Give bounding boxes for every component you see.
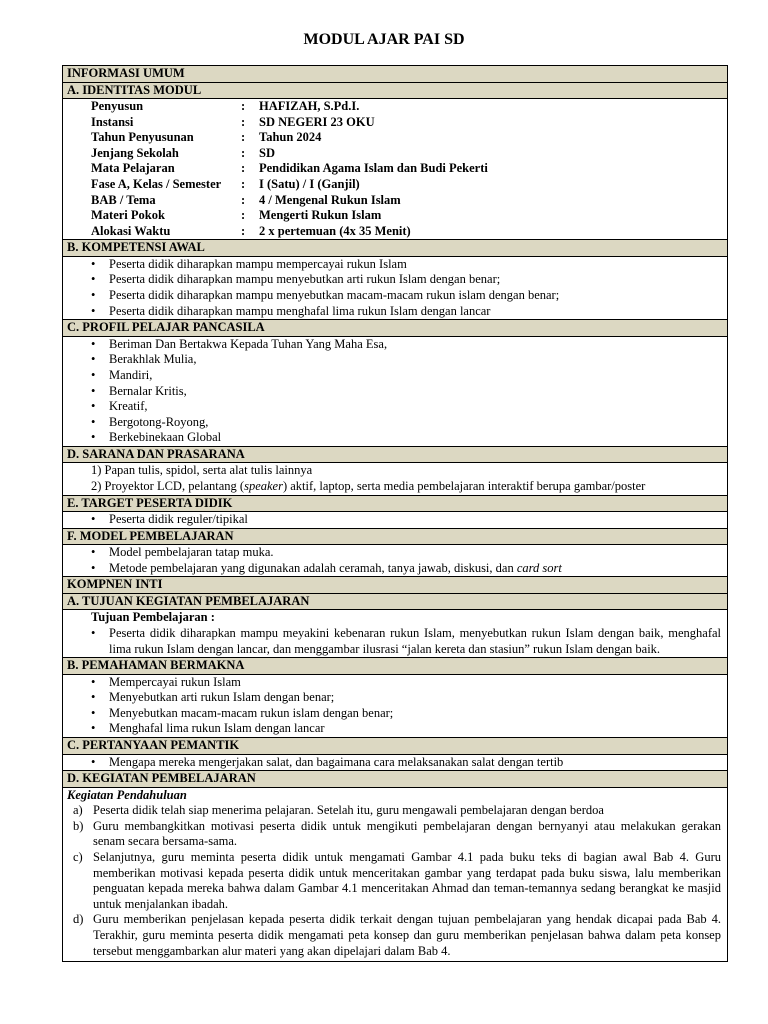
item-text: Guru memberikan penjelasan kepada peserta didik terkait dengan tujuan pembelajaran yang hendak dicapai pada Bab 4. Terakhir, guru meminta peserta didik mengamati peta konsep dan guru memberikan penjelasan bahwa dalam peta konsep tersebut menggambarkan alur materi yang akan dipelajari dalam Bab 4. [93, 912, 721, 958]
kegiatan-body [63, 787, 727, 962]
section-komponen-inti: KOMPNEN INTI [63, 576, 727, 593]
section-pemahaman: B. PEMAHAMAN BERMAKNA [63, 657, 727, 674]
target-list [63, 511, 727, 528]
list-item: 1) Papan tulis, spidol, serta alat tulis lainnya [91, 463, 313, 478]
pemahaman-list [63, 674, 727, 737]
item-label: b) [73, 818, 84, 833]
item-label: c) [73, 849, 83, 864]
identitas-key: Mata Pelajaran [91, 161, 175, 176]
identitas-sep: : [241, 192, 246, 207]
section-informasi-umum: INFORMASI UMUM [63, 66, 727, 82]
list-item: • Berkebinekaan Global [109, 430, 727, 446]
modul-table [62, 65, 728, 962]
list-item: • Peserta didik diharapkan mampu menyebutkan macam-macam rukun islam dengan benar; [109, 288, 727, 304]
list-item [63, 479, 727, 495]
model-list [63, 544, 727, 576]
tujuan-body [63, 609, 727, 657]
section-profil-pancasila: C. PROFIL PELAJAR PANCASILA [63, 319, 727, 336]
identitas-value: 2 x pertemuan (4x 35 Menit) [259, 223, 411, 238]
section-sarana-prasarana: D. SARANA DAN PRASARANA [63, 446, 727, 463]
list-item [73, 912, 721, 959]
identitas-sep: : [241, 161, 246, 176]
identitas-row [63, 177, 727, 193]
profil-list [63, 336, 727, 446]
identitas-key: Alokasi Waktu [91, 223, 171, 238]
kompetensi-list [63, 256, 727, 319]
list-item [73, 850, 721, 912]
page-title: MODUL AJAR PAI SD [303, 31, 465, 48]
identitas-sep: : [241, 130, 246, 145]
identitas-row [63, 224, 727, 240]
sarana-text-italic: speaker [244, 478, 283, 493]
identitas-key: Jenjang Sekolah [91, 145, 179, 160]
list-item: • Mandiri, [109, 368, 727, 384]
list-item: • Peserta didik diharapkan mampu meyakini kebenaran rukun Islam, menyebutkan rukun Islam dengan baik, menghafal lima rukun Islam dengan lancar, dan menggambar ilusrasi “jalan kereta dan stasiun” rukun Islam dengan baik. [109, 626, 721, 657]
identitas-row [63, 130, 727, 146]
identitas-row [63, 193, 727, 209]
identitas-key: Tahun Penyusunan [91, 130, 194, 145]
list-item: • Berakhlak Mulia, [109, 352, 727, 368]
list-item: • Model pembelajaran tatap muka. [109, 545, 727, 561]
list-item: • Peserta didik diharapkan mampu menyebutkan arti rukun Islam dengan benar; [109, 272, 727, 288]
list-item: • Beriman Dan Bertakwa Kepada Tuhan Yang Maha Esa, [109, 337, 727, 353]
list-item: • Menghafal lima rukun Islam dengan lancar [109, 721, 727, 737]
identitas-value: SD [259, 145, 275, 160]
sarana-text: 2) Proyektor LCD, pelantang ( [91, 478, 245, 493]
model-text: Metode pembelajaran yang digunakan adalah ceramah, tanya jawab, diskusi, dan [109, 560, 517, 575]
list-item: • Mempercayai rukun Islam [109, 675, 727, 691]
item-text: Selanjutnya, guru meminta peserta didik untuk mengamati Gambar 4.1 pada buku teks di bagian awal Bab 4. Guru memberikan motivasi kepada peserta didik untuk menceritakan gambar yang terdapat pada buku siswa, lalu memberikan penguatan kepada mereka bahwa dalam Gambar 4.1 menceritakan Ahmad dan teman-temannya sedang berangkat ke masjid untuk menjalankan ibadah. [93, 849, 721, 911]
model-text-italic: card sort [516, 560, 562, 575]
list-item: • Bernalar Kritis, [109, 384, 727, 400]
identitas-key: Penyusun [91, 99, 144, 113]
kegiatan-list [63, 803, 727, 959]
sarana-text: ) aktif, laptop, serta media pembelajaran interaktif berupa gambar/poster [282, 478, 646, 493]
list-item [109, 561, 727, 577]
identitas-key: Fase A, Kelas / Semester [91, 176, 222, 191]
identitas-value: Mengerti Rukun Islam [259, 208, 382, 223]
identitas-value: 4 / Mengenal Rukun Islam [259, 192, 401, 207]
list-item: • Peserta didik diharapkan mampu mempercayai rukun Islam [109, 257, 727, 273]
list-item: • Menyebutkan macam-macam rukun islam dengan benar; [109, 706, 727, 722]
identitas-sep: : [241, 99, 246, 113]
list-item: • Kreatif, [109, 399, 727, 415]
identitas-key: Instansi [91, 114, 134, 129]
section-identitas-modul: A. IDENTITAS MODUL [63, 82, 727, 99]
identitas-sep: : [241, 208, 246, 223]
list-item: • Bergotong-Royong, [109, 415, 727, 431]
list-item [73, 803, 721, 819]
item-text: Guru membangkitkan motivasi peserta didik untuk mengikuti pembelajaran dengan bernyanyi atau melakukan gerakan senam secara bersama-sama. [93, 818, 721, 849]
identitas-value: HAFIZAH, S.Pd.I. [259, 99, 360, 113]
identitas-rows [63, 98, 727, 239]
identitas-value: I (Satu) / I (Ganjil) [259, 176, 360, 191]
identitas-row [63, 146, 727, 162]
identitas-sep: : [241, 145, 246, 160]
identitas-value: SD NEGERI 23 OKU [259, 114, 375, 129]
identitas-row [63, 115, 727, 131]
identitas-row [63, 99, 727, 115]
list-item [73, 819, 721, 850]
identitas-sep: : [241, 176, 246, 191]
pertanyaan-list [63, 754, 727, 771]
list-item: • Peserta didik diharapkan mampu menghafal lima rukun Islam dengan lancar [109, 304, 727, 320]
tujuan-subtitle: Tujuan Pembelajaran : [91, 610, 215, 625]
item-text: Peserta didik telah siap menerima pelajaran. Setelah itu, guru mengawali pembelajaran dengan berdoa [93, 803, 604, 818]
sarana-list [63, 462, 727, 494]
section-kompetensi-awal: B. KOMPETENSI AWAL [63, 239, 727, 256]
list-item: • Menyebutkan arti rukun Islam dengan benar; [109, 690, 727, 706]
item-label: d) [73, 912, 84, 927]
item-label: a) [73, 803, 83, 818]
identitas-key: BAB / Tema [91, 192, 156, 207]
section-kegiatan-pembelajaran: D. KEGIATAN PEMBELAJARAN [63, 770, 727, 787]
identitas-value: Pendidikan Agama Islam dan Budi Pekerti [259, 161, 488, 176]
section-tujuan: A. TUJUAN KEGIATAN PEMBELAJARAN [63, 593, 727, 610]
kegiatan-subtitle: Kegiatan Pendahuluan [67, 787, 187, 802]
list-item: • Peserta didik reguler/tipikal [109, 512, 727, 528]
identitas-key: Materi Pokok [91, 208, 165, 223]
section-target-peserta: E. TARGET PESERTA DIDIK [63, 495, 727, 512]
list-item: • Mengapa mereka mengerjakan salat, dan bagaimana cara melaksanakan salat dengan tertib [109, 755, 727, 771]
section-pertanyaan-pemantik: C. PERTANYAAN PEMANTIK [63, 737, 727, 754]
identitas-row [63, 161, 727, 177]
section-model-pembelajaran: F. MODEL PEMBELAJARAN [63, 528, 727, 545]
identitas-row [63, 208, 727, 224]
identitas-sep: : [241, 223, 246, 238]
identitas-value: Tahun 2024 [259, 130, 322, 145]
identitas-sep: : [241, 114, 246, 129]
